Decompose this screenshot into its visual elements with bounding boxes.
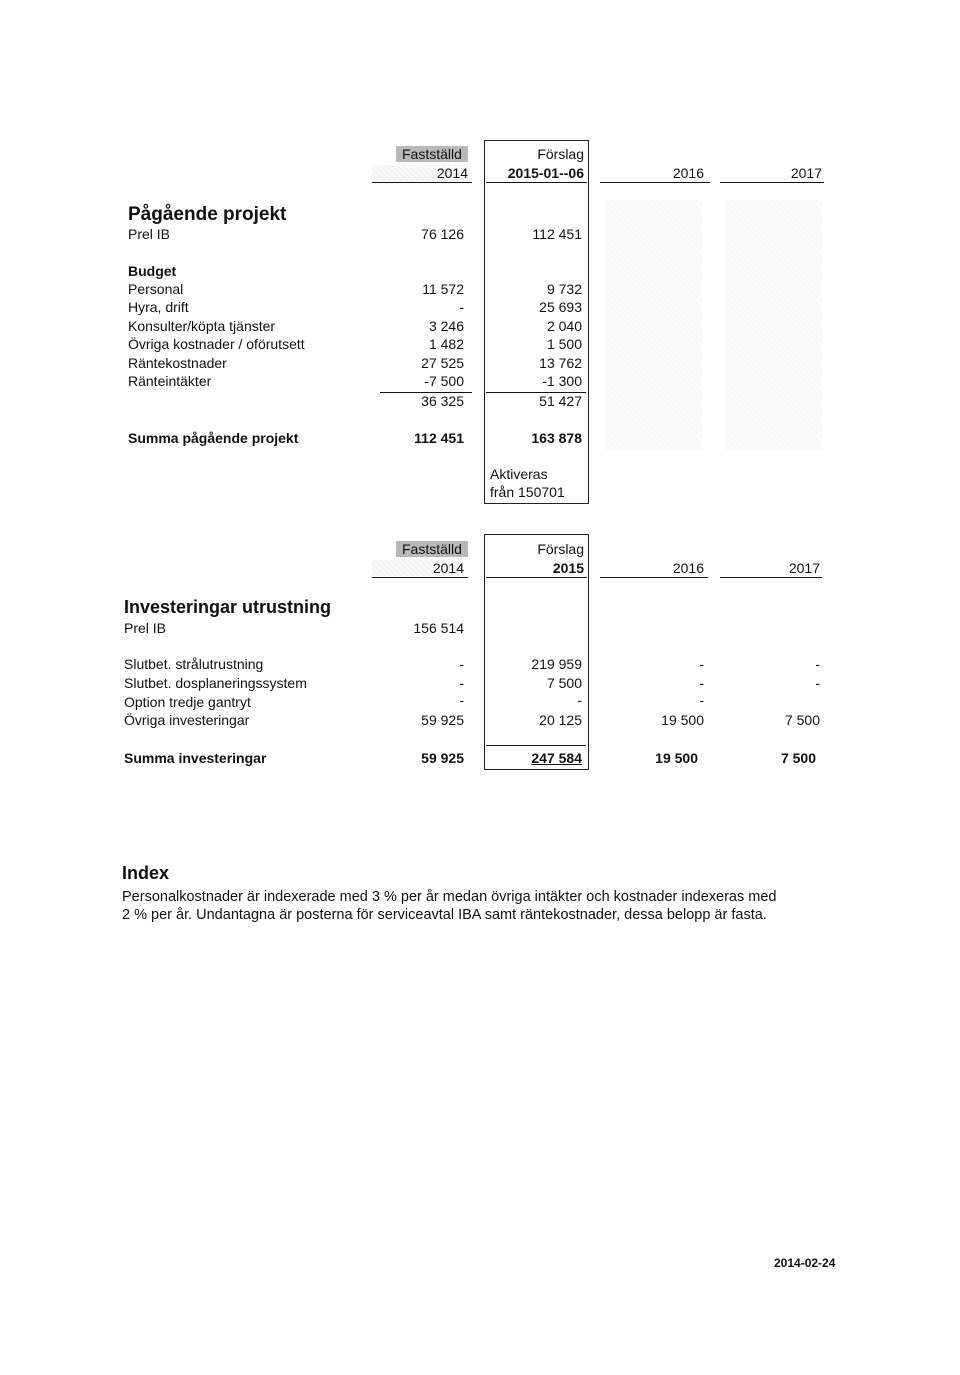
summa-2015: 163 878 <box>531 430 582 446</box>
table-row-2015: 20 125 <box>539 712 582 728</box>
prel-ib-label: Prel IB <box>124 620 167 636</box>
summa-2017: 7 500 <box>780 750 816 766</box>
prel-ib-2014: 156 514 <box>413 620 464 636</box>
index-text-line2: 2 % per år. Undantagna är posterna för serviceavtal IBA samt räntekostnader, dessa belopp är fasta. <box>122 907 767 923</box>
subtotal-2014: 36 325 <box>421 393 464 409</box>
table-row-2014: 27 525 <box>421 355 464 371</box>
table-row-2014: 1 482 <box>428 336 464 352</box>
summa-label: Summa pågående projekt <box>128 430 299 446</box>
table-row-2014: - <box>459 675 464 691</box>
table-row-2017: - <box>815 656 820 672</box>
summa-label: Summa investeringar <box>124 750 267 766</box>
header-underline-forslag <box>486 182 587 183</box>
header-underline-2014 <box>372 577 468 578</box>
summa-2014: 59 925 <box>421 750 464 766</box>
budget-title: Budget <box>128 263 177 279</box>
table-row-label: Övriga investeringar <box>124 712 250 728</box>
table-row-2014: 11 572 <box>422 281 464 297</box>
summa-2015: 247 584 <box>531 750 582 766</box>
section-title: Pågående projekt <box>128 204 287 225</box>
table-row-label: Övriga kostnader / oförutsett <box>128 336 305 352</box>
table-row-2015: - <box>577 692 582 708</box>
header-year-2014: 2014 <box>372 560 464 576</box>
table-row-2016: - <box>699 656 704 672</box>
table-row-label: Konsulter/köpta tjänster <box>128 318 276 334</box>
table-row-2014: - <box>459 692 464 708</box>
table-row-label: Räntekostnader <box>128 355 227 371</box>
header-year-2017: 2017 <box>788 560 820 576</box>
footer-date: 2014-02-24 <box>774 1256 836 1270</box>
header-underline-2017 <box>720 577 822 578</box>
table-row-2015: 1 500 <box>546 336 582 352</box>
header-underline-2014 <box>372 182 472 183</box>
prel-ib-2015: 112 451 <box>532 226 582 242</box>
table-row-2014: 3 246 <box>428 318 464 334</box>
note-aktiveras: Aktiveras <box>490 466 548 482</box>
header-faststalld: Fastställd <box>396 541 468 557</box>
header-year-2016: 2016 <box>672 165 704 181</box>
table-row-2017: 7 500 <box>784 712 820 728</box>
table-row-2016: 19 500 <box>661 712 704 728</box>
summa-2014: 112 451 <box>414 430 464 446</box>
header-year-2014: 2014 <box>372 165 468 181</box>
table-row-2015: 7 500 <box>546 675 582 691</box>
table-row-2014: - <box>459 656 464 672</box>
header-year-2017: 2017 <box>790 165 822 181</box>
header-year-2016: 2016 <box>672 560 704 576</box>
header-forslag: Förslag <box>537 541 584 557</box>
table-row-label: Slutbet. strålutrustning <box>124 656 264 672</box>
header-underline-2017 <box>720 182 824 183</box>
index-title: Index <box>122 863 170 883</box>
table-row-2015: 9 732 <box>546 281 582 297</box>
table-row-2015: -1 300 <box>542 373 582 389</box>
section-title: Investeringar utrustning <box>124 597 332 617</box>
shade-2016 <box>605 200 703 450</box>
table-row-2014: 59 925 <box>421 712 464 728</box>
header-forslag-year: 2015 <box>552 560 584 576</box>
table-row-2015: 2 040 <box>546 318 582 334</box>
table-row-2014: - <box>459 299 464 315</box>
table-row-label: Option tredje gantryt <box>124 694 251 710</box>
table-row-label: Personal <box>128 281 184 297</box>
header-underline-forslag <box>486 577 587 578</box>
table-row-2016: - <box>699 675 704 691</box>
table-row-label: Ränteintäkter <box>128 373 212 389</box>
table-row-2014: -7 500 <box>424 373 464 389</box>
table-row-2015: 25 693 <box>539 299 582 315</box>
header-forslag-date: 2015-01--06 <box>507 165 584 181</box>
summa-2016: 19 500 <box>655 750 698 766</box>
table-row-2016: - <box>699 692 704 708</box>
summa-rule-2015 <box>486 745 586 746</box>
shade-2017 <box>725 200 823 450</box>
table-row-label: Slutbet. dosplaneringssystem <box>124 675 307 691</box>
header-underline-2016 <box>600 577 708 578</box>
note-fran: från 150701 <box>490 484 565 500</box>
table-row-label: Hyra, drift <box>128 299 189 315</box>
prel-ib-label: Prel IB <box>128 226 171 242</box>
header-underline-2016 <box>600 182 710 183</box>
index-text-line1: Personalkostnader är indexerade med 3 % per år medan övriga intäkter och kostnader indexeras med <box>122 889 777 905</box>
table-row-2017: - <box>815 675 820 691</box>
header-forslag: Förslag <box>537 146 584 162</box>
subtotal-2015: 51 427 <box>539 393 582 409</box>
table-row-2015: 219 959 <box>531 656 582 672</box>
table-row-2015: 13 762 <box>539 355 582 371</box>
header-faststalld: Fastställd <box>396 146 468 162</box>
prel-ib-2014: 76 126 <box>421 226 464 242</box>
